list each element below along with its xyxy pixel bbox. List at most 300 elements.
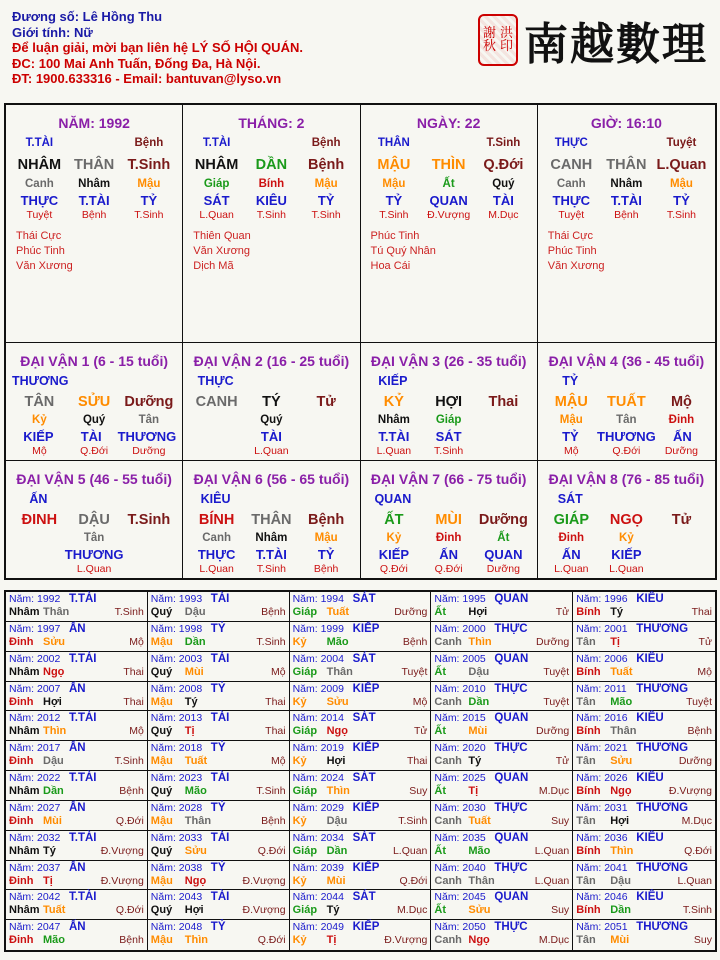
year-stem: Giáp bbox=[292, 785, 318, 797]
year-label: Năm: 2049 bbox=[292, 921, 344, 934]
year-line2 bbox=[434, 606, 569, 619]
year-line1 bbox=[576, 653, 712, 666]
year-line2 bbox=[9, 725, 144, 738]
dai-van-gods-cell: TỶ bbox=[317, 546, 335, 562]
year-branch: Mão bbox=[610, 695, 633, 708]
year-branch: Thìn bbox=[43, 725, 67, 738]
year-line2 bbox=[576, 815, 712, 828]
dai-van-main-cell: TÝ bbox=[262, 394, 281, 410]
year-cell bbox=[6, 711, 148, 741]
year-cell bbox=[431, 861, 573, 891]
year-branch: Hợi bbox=[43, 695, 62, 708]
year-line1 bbox=[151, 772, 286, 785]
dai-van-gods-cell: T.TÀI bbox=[378, 429, 410, 444]
year-stem: Mậu bbox=[150, 695, 173, 708]
year-god: KIẾP bbox=[352, 742, 380, 755]
seal-icon: 謝 洪 秋 印 bbox=[478, 14, 518, 66]
year-stem: Bính bbox=[576, 725, 601, 738]
year-branch: Dậu bbox=[610, 874, 631, 887]
year-branch: Mùi bbox=[326, 874, 346, 887]
dai-van-stems-cell: Nhâm bbox=[377, 414, 410, 426]
year-line2 bbox=[434, 755, 569, 768]
year-label: Năm: 2018 bbox=[150, 742, 203, 755]
year-label: Năm: 2024 bbox=[292, 772, 344, 784]
year-line1 bbox=[576, 712, 712, 725]
year-label: Năm: 1997 bbox=[9, 622, 61, 635]
year-line1 bbox=[9, 891, 144, 904]
year-stem: Đinh bbox=[9, 874, 34, 887]
year-god: TỶ bbox=[210, 801, 226, 814]
dai-van-main-cell: Dưỡng bbox=[124, 394, 174, 410]
year-phase: Thai bbox=[265, 695, 286, 708]
year-cell bbox=[6, 861, 148, 891]
year-phase: M.Dục bbox=[538, 934, 570, 947]
year-line2 bbox=[434, 636, 569, 649]
year-line2 bbox=[151, 875, 286, 888]
pillar-stems-cell: Ất bbox=[442, 178, 455, 190]
dai-van-gods bbox=[189, 547, 353, 562]
year-god: QUAN bbox=[494, 831, 529, 844]
dai-van-stems-cell: Tân bbox=[616, 414, 637, 426]
year-line1 bbox=[434, 683, 569, 696]
dai-van-stems bbox=[12, 414, 176, 426]
year-cell bbox=[6, 652, 148, 682]
phone-email: ĐT: 1900.633316 - Email: bantuvan@lyso.vn bbox=[12, 71, 282, 86]
year-stem: Bính bbox=[576, 844, 601, 857]
dai-van-main-cell: Dưỡng bbox=[478, 511, 528, 528]
year-branch: Hợi bbox=[610, 814, 630, 827]
year-phase: Q.Đới bbox=[684, 844, 712, 857]
pillar-main-cell: THÂN bbox=[73, 157, 115, 173]
pillar-gods-cell: THỰC bbox=[552, 193, 591, 208]
pillar-phases bbox=[544, 209, 709, 221]
year-stem: Canh bbox=[434, 874, 462, 887]
year-line1 bbox=[151, 921, 286, 934]
year-line2 bbox=[9, 606, 144, 619]
year-phase: Mộ bbox=[129, 725, 144, 738]
year-label: Năm: 2043 bbox=[150, 891, 203, 904]
year-cell bbox=[290, 592, 432, 622]
dai-van-stems-cell bbox=[299, 414, 354, 426]
dai-van-title: ĐẠI VẬN 8 (76 - 85 tuổi) bbox=[548, 470, 705, 487]
dai-van-gods-cell bbox=[189, 429, 244, 444]
year-line1 bbox=[576, 921, 712, 934]
year-label: Năm: 2010 bbox=[434, 682, 486, 695]
year-label: Năm: 2033 bbox=[150, 831, 203, 844]
year-cell bbox=[573, 622, 715, 652]
year-phase: L.Quan bbox=[392, 844, 428, 857]
dai-van-phases-cell: Dưỡng bbox=[132, 445, 166, 457]
year-phase: Đ.Vượng bbox=[668, 785, 712, 797]
dai-van-stems-cell: Kỷ bbox=[32, 414, 47, 426]
year-phase: Bệnh bbox=[261, 606, 286, 618]
year-branch: Tị bbox=[43, 874, 53, 887]
year-cell bbox=[148, 831, 290, 861]
year-line1 bbox=[576, 862, 712, 875]
year-stem: Ất bbox=[434, 725, 446, 738]
year-stem: Nhâm bbox=[9, 606, 40, 618]
year-label: Năm: 1992 bbox=[9, 593, 61, 605]
year-stem: Giáp bbox=[292, 606, 318, 618]
pillar-stems-cell: Canh bbox=[556, 178, 586, 190]
year-cell bbox=[290, 801, 432, 831]
year-cell bbox=[290, 652, 432, 682]
year-label: Năm: 2021 bbox=[576, 742, 628, 755]
year-line2 bbox=[434, 666, 569, 679]
year-line2 bbox=[9, 636, 144, 649]
year-stem: Đinh bbox=[9, 635, 34, 648]
year-phase: Q.Đới bbox=[257, 934, 286, 947]
year-label: Năm: 2031 bbox=[576, 801, 628, 814]
year-label: Năm: 1999 bbox=[292, 622, 344, 635]
pillar-gods-cell: TỶ bbox=[673, 193, 690, 208]
pillar-gods-cell: T.TÀI bbox=[610, 193, 642, 208]
year-phase: L.Quan bbox=[534, 874, 570, 887]
dai-van-stems bbox=[544, 532, 709, 544]
pillar-gods-cell: TỶ bbox=[385, 193, 403, 208]
dai-van-gods bbox=[12, 547, 176, 562]
year-line1 bbox=[293, 891, 428, 904]
pillar-stars bbox=[193, 229, 250, 274]
year-line1 bbox=[576, 683, 712, 696]
dai-van-stems-cell: Nhâm bbox=[255, 531, 288, 544]
year-stem: Quý bbox=[150, 844, 173, 857]
dai-van-title: ĐẠI VẬN 1 (6 - 15 tuổi) bbox=[20, 353, 169, 369]
year-god: THƯƠNG bbox=[636, 742, 689, 755]
year-line2 bbox=[434, 875, 569, 888]
year-label: Năm: 2005 bbox=[434, 652, 486, 665]
year-branch: Dần bbox=[326, 844, 348, 857]
year-line1 bbox=[151, 683, 286, 696]
year-phase: Thai bbox=[123, 695, 144, 708]
year-line2 bbox=[9, 875, 144, 888]
year-branch: Tị bbox=[326, 934, 337, 947]
year-line1 bbox=[434, 802, 569, 815]
year-stem: Tân bbox=[576, 814, 596, 827]
year-cell bbox=[6, 890, 148, 920]
year-branch: Mùi bbox=[610, 934, 630, 947]
pillar-top-cell: THỰC bbox=[554, 137, 588, 149]
pillar-phases bbox=[189, 209, 353, 221]
pillar-stars bbox=[16, 229, 73, 274]
year-stem: Quý bbox=[150, 725, 173, 738]
year-line2 bbox=[151, 725, 286, 738]
year-god: THỰC bbox=[494, 801, 528, 814]
dai-van-phases-cell bbox=[476, 445, 531, 457]
year-line2 bbox=[151, 785, 286, 798]
pillar-top bbox=[544, 137, 709, 149]
pillar-phases-cell: T.Sinh bbox=[256, 209, 286, 221]
year-branch: Mùi bbox=[184, 665, 204, 678]
dai-van-stems bbox=[544, 414, 709, 426]
year-stem: Ất bbox=[434, 904, 446, 917]
year-line1 bbox=[576, 623, 712, 636]
year-cell bbox=[6, 622, 148, 652]
pillar-gods bbox=[367, 193, 531, 208]
pillar-main-cell: NHÂM bbox=[17, 157, 62, 173]
year-line2 bbox=[293, 875, 428, 888]
year-god: ẤN bbox=[69, 921, 86, 934]
dai-van-phases-cell: L.Quan bbox=[554, 562, 589, 575]
year-branch: Dậu bbox=[43, 755, 64, 768]
year-god: TỶ bbox=[210, 921, 226, 934]
year-label: Năm: 2008 bbox=[150, 682, 203, 695]
dai-van-gods-cell: THƯƠNG bbox=[64, 546, 124, 562]
year-god: TÀI bbox=[210, 652, 230, 665]
star-item: Thái Cực bbox=[547, 230, 594, 242]
year-label: Năm: 2000 bbox=[434, 622, 486, 635]
dai-van-title: ĐẠI VẬN 7 (66 - 75 tuổi) bbox=[370, 470, 527, 487]
year-phase: Bệnh bbox=[261, 814, 286, 827]
year-line2 bbox=[151, 755, 286, 768]
year-stem: Kỷ bbox=[292, 934, 307, 947]
year-stem: Nhâm bbox=[9, 904, 40, 917]
dai-van-title: ĐẠI VẬN 4 (36 - 45 tuổi) bbox=[548, 353, 705, 369]
pillar-stems-cell: Nhâm bbox=[610, 178, 643, 190]
pillar-main bbox=[189, 157, 353, 173]
dai-van-gods-cell: KIẾP bbox=[23, 429, 54, 444]
year-line1 bbox=[293, 772, 428, 785]
year-cell bbox=[431, 771, 573, 801]
year-label: Năm: 2027 bbox=[9, 801, 61, 814]
dai-van-god: ẤN bbox=[29, 491, 48, 506]
year-line2 bbox=[151, 845, 286, 858]
year-god: THỰC bbox=[494, 861, 528, 874]
year-line1 bbox=[293, 623, 428, 636]
year-line2 bbox=[151, 636, 286, 649]
year-phase: T.Sinh bbox=[256, 635, 286, 648]
year-branch: Thìn bbox=[468, 635, 492, 648]
year-line1 bbox=[293, 742, 428, 755]
year-stem: Giáp bbox=[292, 844, 318, 857]
year-stem: Tân bbox=[576, 695, 596, 708]
year-cell bbox=[148, 801, 290, 831]
year-branch: Mão bbox=[326, 635, 349, 648]
year-phase: Đ.Vượng bbox=[100, 874, 144, 887]
star-item: Văn Xương bbox=[16, 260, 73, 272]
pillar-top-cell: THÂN bbox=[377, 137, 410, 149]
year-phase: T.Sinh bbox=[256, 785, 286, 797]
year-line2 bbox=[434, 904, 569, 917]
year-label: Năm: 2037 bbox=[9, 861, 61, 874]
year-phase: Thai bbox=[123, 665, 144, 678]
dai-van-phases bbox=[367, 445, 531, 457]
pillar-phases-cell: L.Quan bbox=[199, 209, 234, 221]
year-branch: Sửu bbox=[43, 635, 66, 648]
year-phase: Thai bbox=[265, 725, 286, 738]
year-line2 bbox=[9, 845, 144, 858]
year-phase: Tử bbox=[698, 635, 712, 648]
year-branch: Dậu bbox=[468, 665, 490, 678]
year-label: Năm: 2036 bbox=[576, 831, 628, 844]
year-label: Năm: 2046 bbox=[576, 891, 628, 904]
header-info bbox=[12, 9, 303, 87]
dai-van-god: TỶ bbox=[562, 374, 579, 388]
year-line1 bbox=[293, 862, 428, 875]
dai-van-main-cell: Bệnh bbox=[308, 511, 345, 528]
dai-van-gods-cell: SÁT bbox=[435, 429, 462, 444]
star-item: Phúc Tinh bbox=[370, 230, 420, 242]
dai-van-god: KIẾP bbox=[378, 374, 408, 388]
year-god: ẤN bbox=[69, 622, 86, 635]
year-line2 bbox=[576, 696, 712, 709]
year-branch: Mão bbox=[184, 785, 207, 797]
year-cell bbox=[573, 801, 715, 831]
year-label: Năm: 2042 bbox=[9, 891, 61, 904]
year-cell bbox=[573, 592, 715, 622]
year-stem: Kỷ bbox=[292, 695, 307, 708]
year-stem: Mậu bbox=[150, 874, 173, 887]
year-label: Năm: 2048 bbox=[150, 921, 203, 934]
year-phase: Dưỡng bbox=[536, 635, 570, 648]
year-branch: Sửu bbox=[610, 755, 633, 768]
year-phase: Q.Đới bbox=[257, 844, 286, 857]
year-cell bbox=[148, 711, 290, 741]
pillar-top-cell bbox=[244, 137, 299, 149]
year-line1 bbox=[434, 772, 569, 785]
year-cell bbox=[431, 652, 573, 682]
pillar-gods bbox=[12, 193, 176, 208]
year-line1 bbox=[576, 802, 712, 815]
pillar-phases-cell: T.Sinh bbox=[379, 209, 409, 221]
dai-van-gods-cell: QUAN bbox=[484, 546, 523, 562]
year-line1 bbox=[151, 593, 286, 606]
year-god: T.TÀI bbox=[69, 712, 97, 725]
year-branch: Ngọ bbox=[610, 785, 632, 797]
year-line2 bbox=[576, 755, 712, 768]
pillar-gods-cell: TÀI bbox=[492, 193, 514, 208]
pillar-phases-cell: M.Dục bbox=[488, 209, 519, 221]
year-cell bbox=[431, 622, 573, 652]
year-phase: Tử bbox=[555, 755, 570, 768]
year-god: KIÊU bbox=[636, 593, 664, 605]
year-label: Năm: 2029 bbox=[292, 801, 344, 814]
year-line2 bbox=[293, 606, 428, 619]
year-cell bbox=[431, 831, 573, 861]
year-god: SÁT bbox=[352, 593, 376, 605]
year-stem: Nhâm bbox=[9, 665, 40, 678]
dai-van-title: ĐẠI VẬN 5 (46 - 55 tuổi) bbox=[16, 470, 172, 487]
year-branch: Tị bbox=[468, 785, 479, 797]
year-stem: Nhâm bbox=[9, 725, 40, 738]
year-line2 bbox=[151, 904, 286, 917]
year-cell bbox=[148, 682, 290, 712]
dai-van-stems-cell: Tân bbox=[138, 414, 160, 426]
year-stem: Bính bbox=[576, 665, 601, 678]
year-stem: Tân bbox=[576, 635, 596, 648]
year-line1 bbox=[434, 593, 569, 606]
year-label: Năm: 2038 bbox=[150, 861, 203, 874]
year-branch: Hợi bbox=[326, 755, 346, 768]
year-line1 bbox=[151, 623, 286, 636]
year-stem: Nhâm bbox=[9, 785, 40, 797]
pillar-main-cell: Bệnh bbox=[308, 157, 345, 173]
year-label: Năm: 2011 bbox=[576, 682, 627, 695]
logo-text: 南越數理 bbox=[524, 19, 708, 70]
year-god: SÁT bbox=[352, 891, 376, 904]
pillar-top-cell: T.TÀI bbox=[25, 137, 54, 149]
dai-van-phases-cell bbox=[299, 445, 354, 457]
year-line1 bbox=[9, 593, 144, 606]
dai-van-title: ĐẠI VẬN 3 (26 - 35 tuổi) bbox=[370, 353, 527, 369]
pillar-stems-cell: Bính bbox=[258, 178, 285, 190]
dai-van-phases bbox=[12, 563, 176, 575]
pillar-top-cell: Tuyệt bbox=[666, 137, 697, 149]
year-phase: M.Dục bbox=[538, 785, 570, 797]
year-line2 bbox=[576, 875, 712, 888]
pillar-main-cell: MẬU bbox=[377, 157, 411, 173]
year-stem: Giáp bbox=[292, 904, 318, 917]
dai-van-main-cell: TUẤT bbox=[607, 394, 646, 410]
year-cell bbox=[290, 831, 432, 861]
dai-van-cell bbox=[538, 343, 715, 461]
year-phase: L.Quan bbox=[677, 874, 712, 887]
year-line2 bbox=[576, 934, 712, 947]
year-cell bbox=[6, 801, 148, 831]
dai-van-gods-cell: T.TÀI bbox=[255, 546, 287, 562]
dai-van-phases-cell: Q.Đới bbox=[80, 445, 109, 457]
year-god: KIÊU bbox=[636, 712, 664, 725]
pillar-main bbox=[544, 157, 709, 173]
year-god: TỶ bbox=[210, 682, 226, 695]
year-branch: Hợi bbox=[184, 904, 204, 917]
year-line2 bbox=[576, 785, 712, 798]
dai-van-main-cell: TÂN bbox=[24, 394, 55, 410]
year-phase: Tử bbox=[413, 725, 428, 738]
year-line1 bbox=[151, 712, 286, 725]
year-line1 bbox=[9, 623, 144, 636]
pillar-top bbox=[189, 137, 353, 149]
year-god: SÁT bbox=[352, 712, 376, 725]
year-line2 bbox=[293, 934, 428, 947]
pillar-stems bbox=[189, 178, 353, 190]
year-stem: Mậu bbox=[150, 934, 173, 947]
year-line1 bbox=[9, 832, 144, 845]
year-phase: Tuyệt bbox=[543, 665, 570, 678]
pillar-stems-cell: Nhâm bbox=[78, 178, 111, 190]
year-label: Năm: 2039 bbox=[292, 861, 344, 874]
dai-van-god: KIÊU bbox=[200, 491, 231, 506]
year-stem: Ất bbox=[434, 785, 446, 797]
dai-van-main-cell: Mộ bbox=[670, 394, 692, 410]
year-stem: Quý bbox=[150, 606, 173, 618]
star-item: Thiên Quan bbox=[193, 230, 251, 242]
dai-van-phases bbox=[189, 445, 353, 457]
dai-van-gods-cell: ẤN bbox=[672, 429, 692, 444]
dai-van-stems-cell: Đinh bbox=[558, 531, 585, 544]
year-cell bbox=[573, 741, 715, 771]
year-god: KIẾP bbox=[352, 801, 380, 814]
dai-van-stems-cell: Quý bbox=[260, 414, 283, 426]
year-god: SÁT bbox=[352, 652, 376, 665]
year-label: Năm: 2014 bbox=[292, 712, 344, 725]
pillar-phases-cell: T.Sinh bbox=[311, 209, 341, 221]
year-cell bbox=[431, 682, 573, 712]
pillar-stems-cell: Giáp bbox=[203, 178, 230, 190]
pillar-top bbox=[367, 137, 531, 149]
dai-van-gods-cell: ẤN bbox=[561, 546, 581, 562]
contact-note: Để luận giải, mời bạn liên hệ LÝ SỐ HỘI QUÁN. bbox=[12, 40, 303, 55]
pillar-main-cell: L.Quan bbox=[656, 157, 707, 173]
year-phase: Dưỡng bbox=[678, 755, 712, 768]
address: ĐC: 100 Mai Anh Tuấn, Đống Đa, Hà Nội. bbox=[12, 55, 261, 71]
year-god: TÀI bbox=[210, 891, 230, 904]
year-stem: Ất bbox=[434, 606, 446, 618]
dai-van-title: ĐẠI VẬN 6 (56 - 65 tuổi) bbox=[193, 470, 350, 487]
dai-van-main-cell: NGỌ bbox=[609, 511, 643, 528]
dai-van-main-cell: ẤT bbox=[384, 511, 404, 528]
year-branch: Thân bbox=[184, 814, 212, 827]
